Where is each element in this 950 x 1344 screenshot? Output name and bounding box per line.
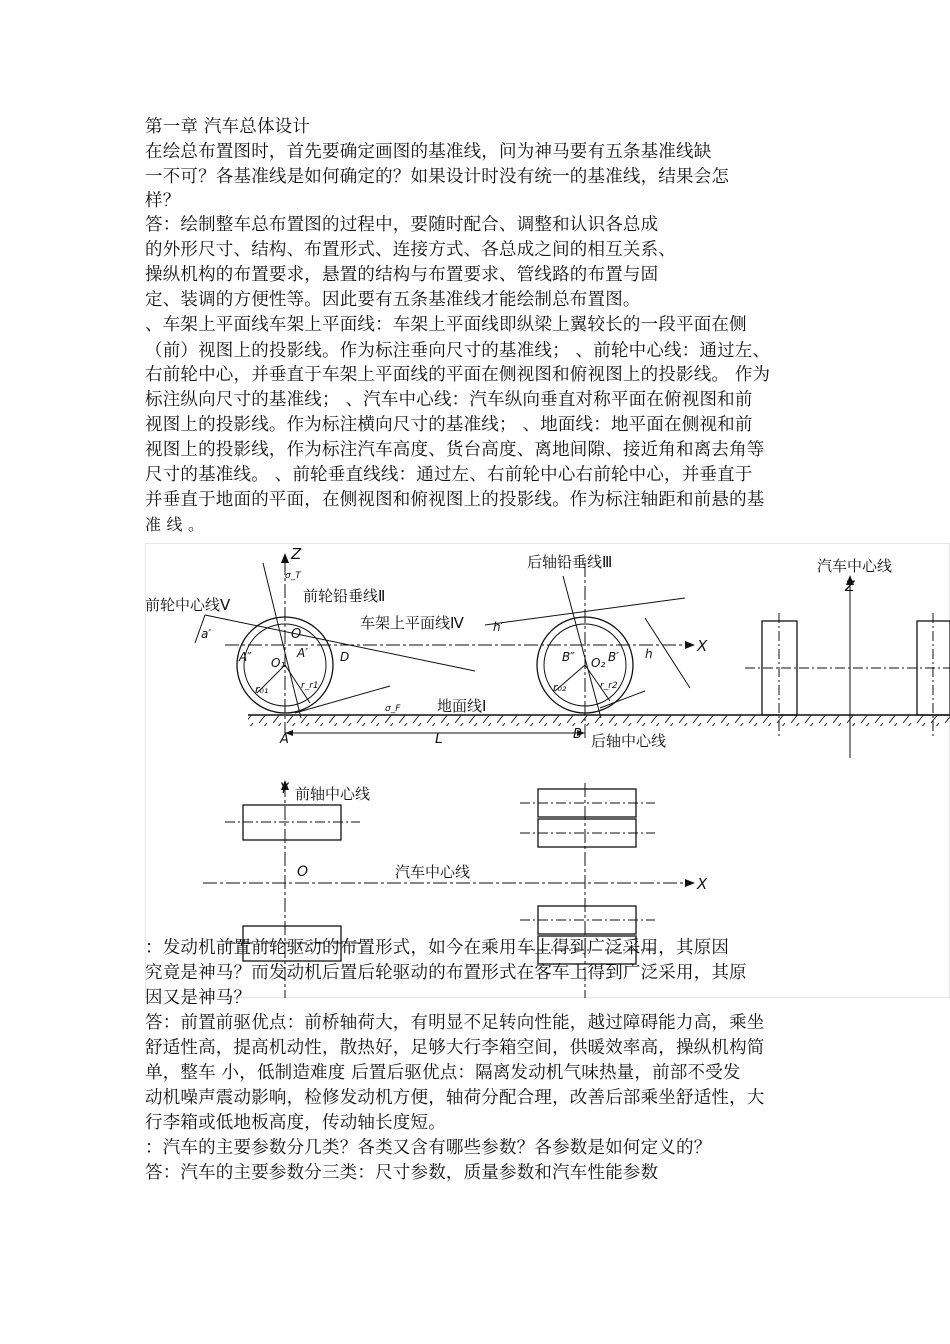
r-o1-label: r₀₁ [255, 683, 269, 696]
para-line-18: 究竟是神马？而发动机后置后轮驱动的布置形式在客车上得到广泛采用，其原 [145, 963, 747, 983]
rear-axle-center-label: 后轴中心线 [591, 732, 667, 750]
para-line-5: 的外形尺寸、结构、布置形式、连接方式、各总成之间的相互关系、 [145, 240, 676, 260]
wheelbase-l-label: L [435, 731, 443, 747]
point-b-label: B [573, 727, 582, 742]
layout-diagram-svg [145, 543, 950, 998]
para-line-9: （前）视图上的投影线。作为标注垂向尺寸的基准线； 、前轮中心线：通过左、 [145, 341, 771, 361]
para-line-11: 标注纵向尺寸的基准线； 、汽车中心线：汽车纵向垂直对称平面在俯视图和前 [145, 390, 753, 410]
x-axis-top-arrow [685, 641, 695, 649]
a-dblprime-label: A″ [239, 650, 252, 664]
para-line-6: 操纵机构的布置要求，悬置的结构与布置要求、管线路的布置与固 [145, 265, 659, 285]
para-line-17: ：发动机前置前轮驱动的布置形式，如今在乘用车上得到广泛采用，其原因 [145, 938, 730, 958]
b-dblprime-label: B″ [562, 650, 575, 664]
para-line-25: ：汽车的主要参数分几类？各类又含有哪些参数？各参数是如何定义的？ [145, 1138, 712, 1158]
b-single-label: B′ [608, 650, 619, 664]
para-line-20: 答：前置前驱优点：前桥轴荷大，有明显不足转向性能，越过障碍能力高，乘坐 [145, 1013, 765, 1033]
h-label: h [645, 647, 653, 661]
para-line-2: 一不可？各基准线是如何确定的？如果设计时没有统一的基准线，结果会怎 [145, 167, 730, 187]
front-wheel-vertical-label: 前轮铅垂线Ⅱ [303, 587, 386, 605]
point-o2-label: O₂ [591, 656, 606, 670]
layout-figure [145, 543, 950, 998]
para-line-16: 准 线 。 [145, 515, 205, 534]
para-line-3: 样？ [145, 191, 181, 211]
point-o-label: O [291, 627, 302, 642]
point-a-label: A [280, 732, 289, 747]
frame-top-label: 车架上平面线Ⅳ [360, 614, 464, 632]
para-line-14: 尺寸的基准线。 、前轮垂直线线：通过左、右前轮中心右前轮中心，并垂直于 [145, 465, 753, 485]
plan-x-arrow [685, 879, 695, 887]
x-axis-top-label: X [697, 637, 708, 655]
para-line-22: 单，整车 小，低制造难度 后置后驱优点：隔离发动机气味热量，前部不受发 [145, 1063, 741, 1083]
figure-frame [145, 543, 950, 998]
d-label: D [340, 650, 350, 664]
front-wheel-center-label: 前轮中心线Ⅴ [145, 596, 231, 614]
para-line-4: 答：绘制整车总布置图的过程中，要随时配合、调整和认识各总成 [145, 215, 659, 235]
para-line-23: 动机噪声震动影响，检修发动机方便，轴荷分配合理，改善后部乘坐舒适性，大 [145, 1088, 765, 1108]
plan-origin-label: O [297, 864, 309, 880]
para-line-19: 因又是神马？ [145, 988, 252, 1008]
h-prime-label: h′ [493, 620, 504, 634]
plan-x-label: X [697, 875, 708, 893]
rear-axle-vertical-label: 后轴铅垂线Ⅲ [527, 553, 613, 571]
para-line-7: 定、装调的方便性等。因此要有五条基准线才能绘制总布置图。 [145, 290, 641, 310]
front-view-center-label: 汽车中心线 [817, 557, 893, 575]
sigma-f-label: σ_F [385, 704, 401, 714]
ground-hatch [248, 715, 950, 726]
para-line-1: 在绘总布置图时，首先要确定画图的基准线，问为神马要有五条基准线缺 [145, 142, 712, 162]
a-single-label: A′ [297, 646, 308, 660]
front-axle-center-label: 前轴中心线 [295, 785, 371, 803]
para-line-13: 视图上的投影线，作为标注汽车高度、货台高度、离地间隙、接近角和离去角等 [145, 440, 765, 460]
ground-line-label: 地面线Ⅰ [437, 697, 487, 715]
para-line-26: 答：汽车的主要参数分三类：尺寸参数，质量参数和汽车性能参数 [145, 1163, 659, 1183]
para-line-24: 行李箱或低地板高度，传动轴长度短。 [145, 1113, 446, 1133]
z-axis-label: Z [291, 545, 302, 563]
para-line-8: 、车架上平面线车架上平面线：车架上平面线即纵梁上翼较长的一段平面在侧 [145, 315, 747, 335]
point-o1-label: O₁ [271, 656, 286, 670]
sigma-t-label: σ_T [285, 571, 301, 581]
a-prime-label: a′ [201, 627, 212, 641]
rear-inclined-line [563, 576, 601, 718]
front-view-z-label: Z [845, 579, 855, 595]
para-line-12: 视图上的投影线。作为标注横向尺寸的基准线； 、地面线：地平面在侧视和前 [145, 415, 753, 435]
para-line-15: 并垂直于地面的平面，在侧视图和俯视图上的投影线。作为标注轴距和前悬的基 [145, 490, 765, 510]
para-line-21: 舒适性高，提高机动性，散热好，足够大行李箱空间，供暖效率高，操纵机构简 [145, 1038, 765, 1058]
r-r1-label: r_r1 [301, 681, 319, 691]
z-axis-arrow [281, 553, 289, 563]
r-r2-label: r_r2 [600, 681, 618, 691]
plan-y-label: Y [280, 781, 289, 797]
para-line-10: 右前轮中心，并垂直于车架上平面线的平面在侧视图和俯视图上的投影线。 作为 [145, 365, 771, 385]
chapter-title: 第一章 汽车总体设计 [145, 117, 311, 137]
r-o2-label: r₀₂ [553, 681, 567, 694]
plan-vehicle-center-label: 汽车中心线 [395, 863, 471, 881]
